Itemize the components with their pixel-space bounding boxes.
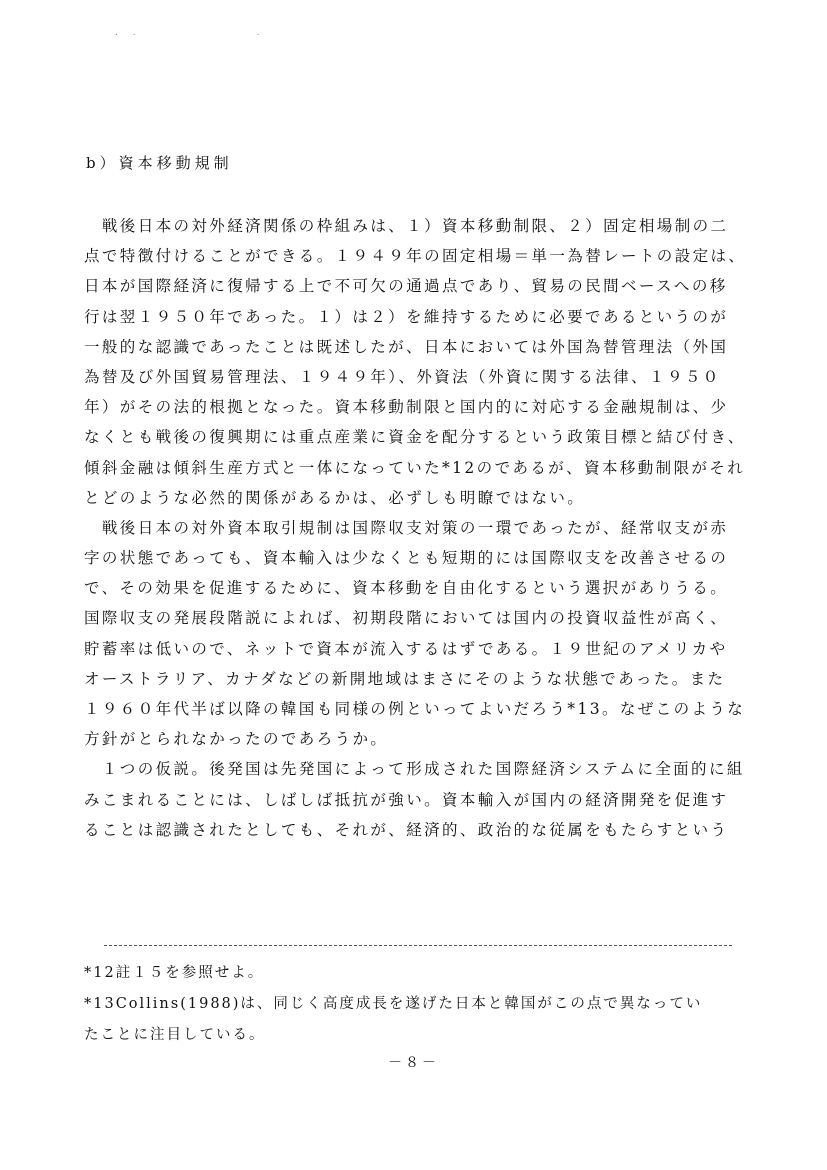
footnote-line: たことに注目している。 — [84, 1027, 266, 1043]
text-line: で、その効果を促進するために、資本移動を自由化するという選択がありうる。 — [84, 579, 729, 598]
footnote-line: *13Collins(1988)は、同じく高度成長を遂げた日本と韓国がこの点で異なってい — [84, 996, 703, 1012]
scan-specks: . . . — [115, 28, 266, 38]
text-line: 貯蓄率は低いので、ネットで資本が流入するはずである。１９世紀のアメリカや — [84, 639, 728, 658]
text-line: 戦後日本の対外資本取引規制は国際収支対策の一環であったが、経常収支が赤 — [84, 518, 729, 537]
text-line: なくとも戦後の復興期には重点産業に資金を配分するという政策目標と結び付き、 — [84, 428, 746, 447]
text-line: オーストラリア、カナダなどの新開地域はまさにそのような状態であった。また — [84, 669, 726, 688]
text-line: 国際収支の発展段階説によれば、初期段階においては国内の投資収益性が高く、 — [84, 609, 729, 628]
text-line: 点で特徴付けることができる。１９４９年の固定相場＝単一為替レートの設定は、 — [84, 247, 747, 266]
text-line: １９６０年代半ば以降の韓国も同様の例といってよいだろう*13。なぜこのような — [84, 700, 746, 718]
text-line: 傾斜金融は傾斜生産方式と一体になっていた*12のであるが、資本移動制限がそれ — [84, 458, 746, 477]
text-line: 日本が国際経済に復帰する上で不可欠の通過点であり、貿易の民間ベースへの移 — [84, 277, 728, 296]
section-heading: b）資本移動規制 — [86, 154, 233, 172]
body-text — [84, 211, 760, 845]
text-line: とどのような必然的関係があるかは、必ずしも明瞭ではない。 — [84, 488, 586, 507]
text-line: みこまれることには、しばしば抵抗が強い。資本輸入が国内の経済開発を促進す — [84, 790, 729, 809]
footnote-line: *12註１５を参照せよ。 — [84, 965, 265, 981]
text-line: 戦後日本の対外経済関係の枠組みは、１）資本移動制限、２）固定相場制の二 — [84, 217, 729, 235]
text-line: 為替及び外国貿易管理法、１９４９年）、外資法（外資に関する法律、１９５０ — [84, 367, 721, 386]
footnote-rule — [104, 945, 732, 946]
text-line: ることは認識されたとしても、それが、経済的、政治的な従属をもたらすという — [84, 820, 729, 839]
text-line: 方針がとられなかったのであろうか。 — [84, 730, 389, 749]
footnotes — [84, 958, 760, 1051]
text-line: 字の状態であっても、資本輸入は少なくとも短期的には国際収支を改善させるの — [84, 549, 729, 568]
page-number: －８－ — [388, 1055, 439, 1071]
text-line: 行は翌１９５０年であった。１）は２）を維持するために必要であるというのが — [84, 307, 729, 326]
text-line: 年）がその法的根拠となった。資本移動制限と国内的に対応する金融規制は、少 — [84, 398, 729, 417]
text-line: 一般的な認識であったことは既述したが、日本においては外国為替管理法（外国 — [84, 337, 729, 356]
text-line: １つの仮説。後発国は先発国によって形成された国際経済システムに全面的に組 — [84, 760, 745, 779]
